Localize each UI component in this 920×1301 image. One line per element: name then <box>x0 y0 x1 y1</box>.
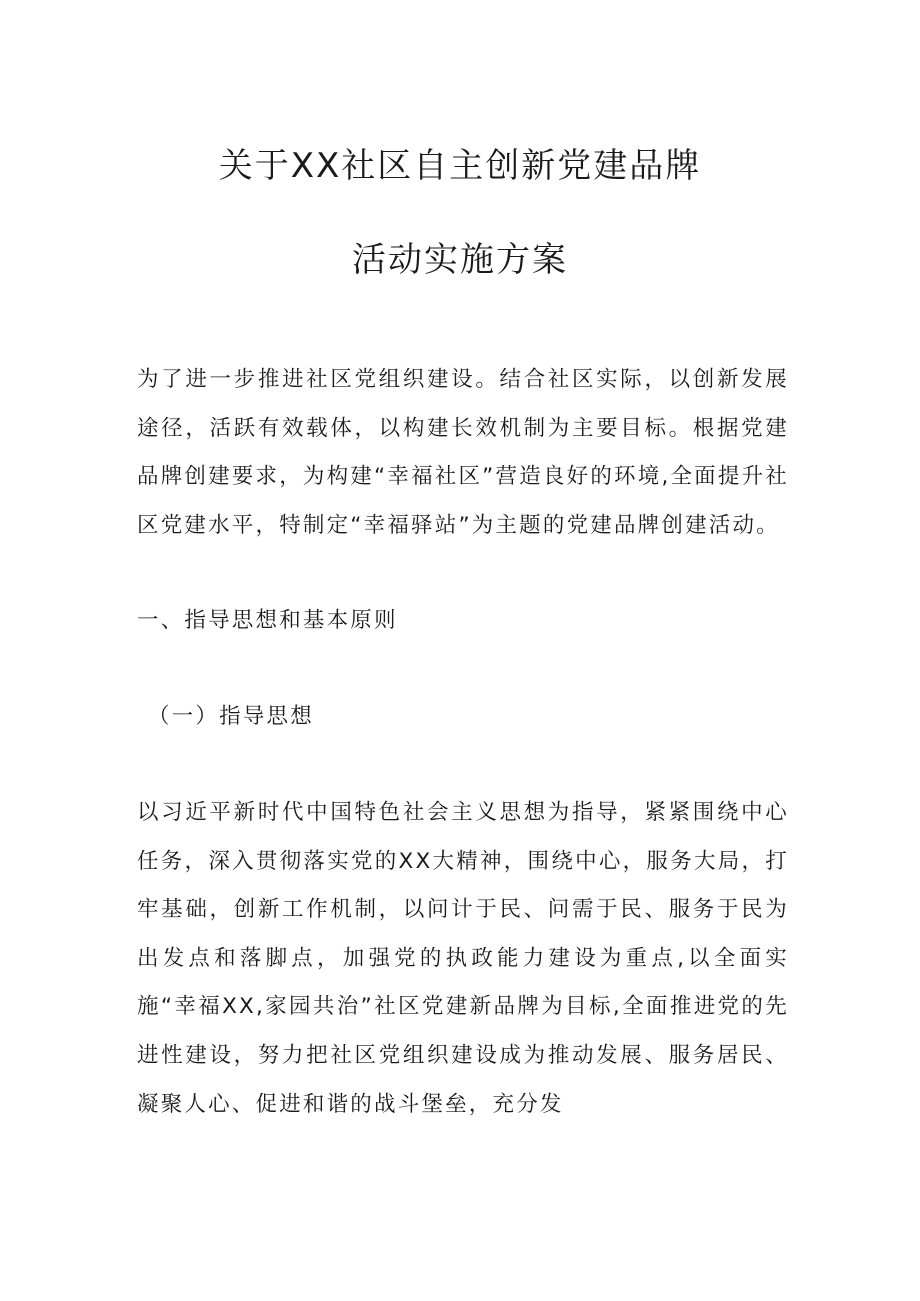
section-heading-guiding-principles: 一、指导思想和基本原则 <box>137 608 398 633</box>
document-title-line2: 活动实施方案 <box>352 240 568 280</box>
subsection-heading-guiding-thought: （一）指导思想 <box>148 704 314 729</box>
intro-paragraph: 为了进一步推进社区党组织建设。结合社区实际，以创新发展途径，活跃有效载体，以构建长效机制为主要目标。根据党建品牌创建要求，为构建“幸福社区”营造良好的环境,全面提升社区党建水平，特制定“幸福驿站”为主题的党建品牌创建活动。 <box>137 367 789 538</box>
guiding-thought-paragraph: 以习近平新时代中国特色社会主义思想为指导，紧紧围绕中心任务，深入贯彻落实党的XX大精神，围绕中心，服务大局，打牢基础，创新工作机制，以问计于民、问需于民、服务于民为出发点和落脚点，加强党的执政能力建设为重点,以全面实施“幸福XX,家园共治”社区党建新品牌为目标,全面推进党的先进性建设，努力把社区党组织建设成为推动发展、服务居民、凝聚人心、促进和谐的战斗堡垒，充分发 <box>137 800 789 1117</box>
document-title-line1: 关于XX社区自主创新党建品牌 <box>218 146 702 186</box>
